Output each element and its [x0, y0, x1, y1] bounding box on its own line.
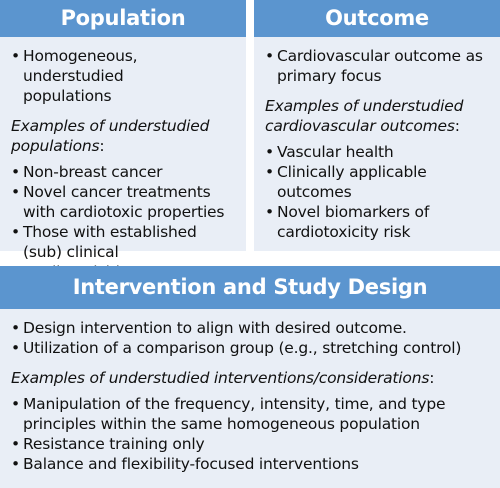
outcome-content — [254, 37, 500, 242]
intervention-examples-list — [11, 394, 500, 474]
intervention-examples-heading — [11, 368, 500, 388]
intervention-bullet: • Design intervention to align with desired outcome. — [11, 318, 500, 338]
population-example-item: • Novel cancer treatments with cardiotoxic properties — [11, 182, 236, 222]
outcome-bullets — [265, 46, 500, 86]
intervention-panel — [0, 266, 500, 488]
intervention-examples-label: Examples of understudied interventions/considerations — [11, 369, 430, 387]
outcome-examples-list — [265, 142, 500, 242]
intervention-example-item: • Balance and flexibility-focused interventions — [11, 454, 500, 474]
population-example-item: • Non-breast cancer — [11, 162, 246, 182]
intervention-example-item: • Resistance training only — [11, 434, 500, 454]
outcome-example-item: • Vascular health — [265, 142, 500, 162]
outcome-header: Outcome — [254, 0, 500, 37]
intervention-header: Intervention and Study Design — [0, 266, 500, 309]
outcome-examples-colon: : — [454, 117, 460, 135]
outcome-bullet: • Cardiovascular outcome as primary focus — [265, 46, 485, 86]
population-examples-label: Examples of understudied populations — [11, 117, 210, 155]
intervention-content — [0, 309, 500, 474]
outcome-example-item: • Clinically applicable outcomes — [265, 162, 440, 202]
population-examples-list — [11, 162, 246, 282]
population-header: Population — [0, 0, 246, 37]
population-examples-colon: : — [99, 137, 105, 155]
outcome-panel — [254, 0, 500, 251]
population-bullets — [11, 46, 246, 106]
outcome-examples-label: Examples of understudied cardiovascular outcomes — [265, 97, 464, 135]
population-bullet: • Homogeneous, understudied populations — [11, 46, 206, 106]
outcome-examples-heading — [265, 96, 470, 136]
intervention-bullet: • Utilization of a comparison group (e.g., stretching control) — [11, 338, 500, 358]
population-panel — [0, 0, 246, 261]
population-example-item: • Those with established (sub) clinical — [11, 222, 236, 282]
intervention-example-item: • Manipulation of the frequency, intensity, time, and type principles within the same homogeneous population — [11, 394, 471, 434]
population-content — [0, 37, 246, 282]
outcome-example-item: • Novel biomarkers of cardiotoxicity risk — [265, 202, 475, 242]
intervention-examples-colon: : — [429, 369, 435, 387]
population-examples-heading — [11, 116, 216, 156]
intervention-bullets — [11, 318, 500, 358]
